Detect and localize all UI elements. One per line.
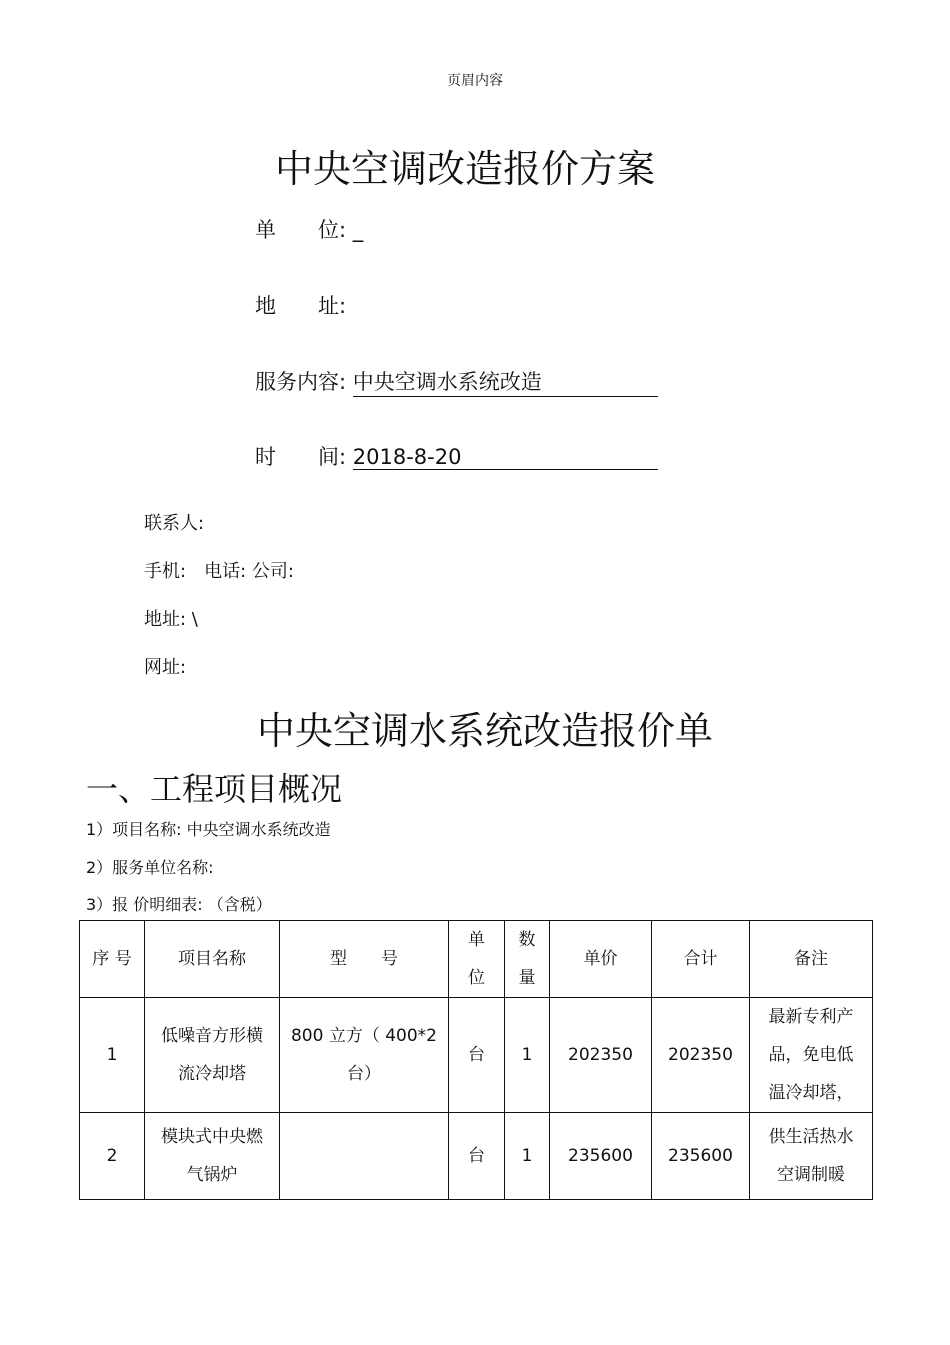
service-value: 中央空调水系统改造 <box>353 366 658 397</box>
contact-person: 联系人: <box>144 513 205 534</box>
time-value: 2018-8-20 <box>353 445 658 470</box>
table-cell: 台 <box>449 1113 505 1200</box>
quote-table <box>79 920 873 1200</box>
time-row <box>255 441 658 471</box>
table-row <box>80 1113 873 1200</box>
overview-item-3: 3）报 价明细表: （含税） <box>86 895 272 914</box>
header-cell: 型 号 <box>280 921 449 998</box>
table-cell: 202350 <box>550 998 652 1113</box>
unit-label: 单 位: <box>255 218 347 242</box>
time-label: 时 间: <box>255 445 347 469</box>
table-row <box>80 998 873 1113</box>
quote-title: 中央空调水系统改造报价单 <box>256 709 713 753</box>
overview-item-2: 2）服务单位名称: <box>86 858 214 877</box>
table-cell: 800 立方（ 400*2台） <box>280 998 449 1113</box>
address-label: 地 址: <box>255 294 347 318</box>
table-cell: 供生活热水空调制暖 <box>750 1113 873 1200</box>
table-cell: 235600 <box>550 1113 652 1200</box>
contact-website: 网址: <box>144 657 187 678</box>
table-cell: 最新专利产品，免电低温冷却塔， <box>750 998 873 1113</box>
contact-phone: 手机: 电话: 公司: <box>144 561 294 582</box>
table-cell: 模块式中央燃气锅炉 <box>145 1113 280 1200</box>
table-cell: 台 <box>449 998 505 1113</box>
header-cell: 序 号 <box>80 921 145 998</box>
page-header: 页眉内容 <box>447 73 503 89</box>
header-cell: 合计 <box>652 921 750 998</box>
address-row <box>255 290 346 320</box>
table-cell: 1 <box>505 1113 550 1200</box>
service-label: 服务内容: <box>255 370 347 394</box>
header-cell: 单价 <box>550 921 652 998</box>
table-cell: 235600 <box>652 1113 750 1200</box>
header-cell: 项目名称 <box>145 921 280 998</box>
header-cell: 数量 <box>505 921 550 998</box>
header-cell: 单位 <box>449 921 505 998</box>
unit-value: _ <box>352 218 364 242</box>
overview-item-1: 1）项目名称: 中央空调水系统改造 <box>86 820 331 839</box>
table-cell: 1 <box>505 998 550 1113</box>
contact-address: 地址: \ <box>144 609 198 630</box>
unit-row <box>255 214 363 244</box>
table-cell: 2 <box>80 1113 145 1200</box>
table-cell: 202350 <box>652 998 750 1113</box>
header-cell: 备注 <box>750 921 873 998</box>
table-cell <box>280 1113 449 1200</box>
document-title: 中央空调改造报价方案 <box>274 147 655 191</box>
section-heading: 一、工程项目概况 <box>86 770 343 808</box>
service-row <box>255 366 658 397</box>
table-cell: 1 <box>80 998 145 1113</box>
table-cell: 低噪音方形横流冷却塔 <box>145 998 280 1113</box>
table-header-row <box>80 921 873 998</box>
